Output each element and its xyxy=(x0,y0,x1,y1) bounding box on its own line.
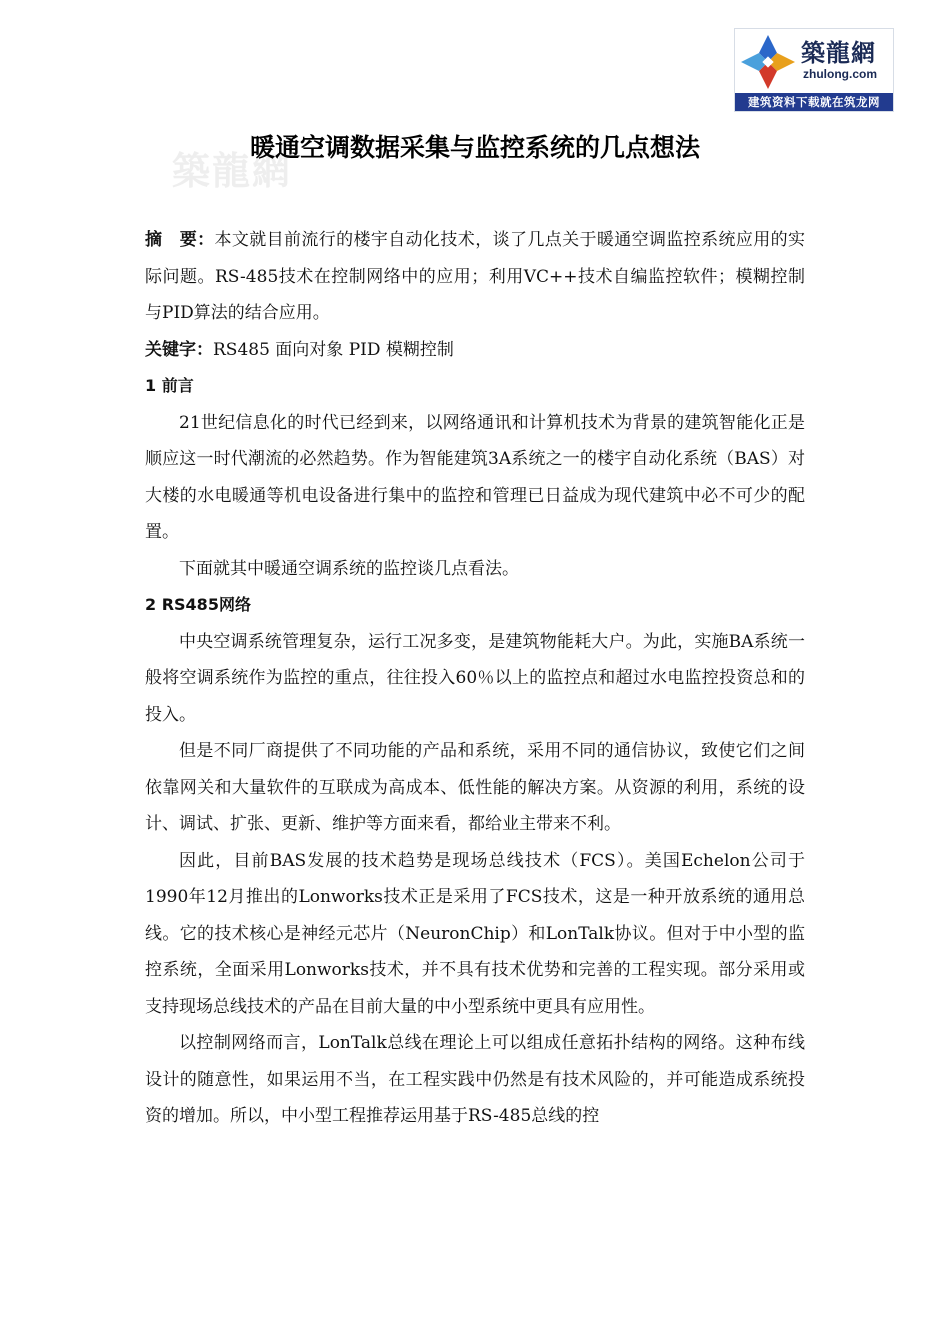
abstract xyxy=(145,222,805,332)
section-heading: 2 RS485网络 xyxy=(145,595,251,614)
logo-emblem-icon xyxy=(739,33,797,91)
logo-slogan: 建筑资料下载就在筑龙网 xyxy=(735,93,893,111)
abstract-label: 摘 要： xyxy=(145,230,215,250)
logo-domain: zhulong.com xyxy=(803,67,877,81)
logo-name: 築龍網 xyxy=(801,39,876,67)
section-heading: 1 前言 xyxy=(145,376,194,395)
paragraph: 中央空调系统管理复杂，运行工况多变，是建筑物能耗大户。为此，实施BA系统一般将空调系统作为监控的重点，往往投入60％以上的监控点和超过水电监控投资总和的投入。 xyxy=(145,631,805,725)
paragraph: 因此，目前BAS发展的技术趋势是现场总线技术（FCS）。美国Echelon公司于1990年12月推出的Lonworks技术正是采用了FCS技术，这是一种开放系统的通用总线。它的技术核心是神经元芯片（NeuronChip）和LonTalk协议。但对于中小型的监控系统，全面采用Lonworks技术，并不具有技术优势和完善的工程实现。部分采用或支持现场总线技术的产品在目前大量的中小型系统中更具有应用性。 xyxy=(145,850,805,1017)
keywords-label: 关键字： xyxy=(145,339,213,360)
paragraph: 但是不同厂商提供了不同功能的产品和系统，采用不同的通信协议，致使它们之间依靠网关和大量软件的互联成为高成本、低性能的解决方案。从资源的利用，系统的设计、调试、扩张、更新、维护等方面来看，都给业主带来不利。 xyxy=(145,741,805,834)
zhulong-logo xyxy=(734,28,894,112)
paragraph: 21世纪信息化的时代已经到来，以网络通讯和计算机技术为背景的建筑智能化正是顺应这一时代潮流的必然趋势。作为智能建筑3A系统之一的楼宇自动化系统（BAS）对大楼的水电暖通等机电设备进行集中的监控和管理已日益成为现代建筑中必不可少的配置。 xyxy=(145,412,805,542)
abstract-text: 本文就目前流行的楼宇自动化技术，谈了几点关于暖通空调监控系统应用的实际问题。RS-485技术在控制网络中的应用；利用VC++技术自编监控软件；模糊控制与PID算法的结合应用。 xyxy=(145,230,806,323)
paragraph: 以控制网络而言，LonTalk总线在理论上可以组成任意拓扑结构的网络。这种布线设计的随意性，如果运用不当，在工程实践中仍然是有技术风险的，并可能造成系统投资的增加。所以，中小型工程推荐运用基于RS-485总线的控 xyxy=(145,1033,805,1126)
keywords xyxy=(145,332,805,369)
paragraph: 下面就其中暖通空调系统的监控谈几点看法。 xyxy=(179,558,519,579)
page-title: 暖通空调数据采集与监控系统的几点想法 xyxy=(249,133,700,162)
document-body xyxy=(145,222,805,1135)
keywords-text: RS485 面向对象 PID 模糊控制 xyxy=(213,339,454,360)
watermark: 築龍網 xyxy=(172,149,293,193)
